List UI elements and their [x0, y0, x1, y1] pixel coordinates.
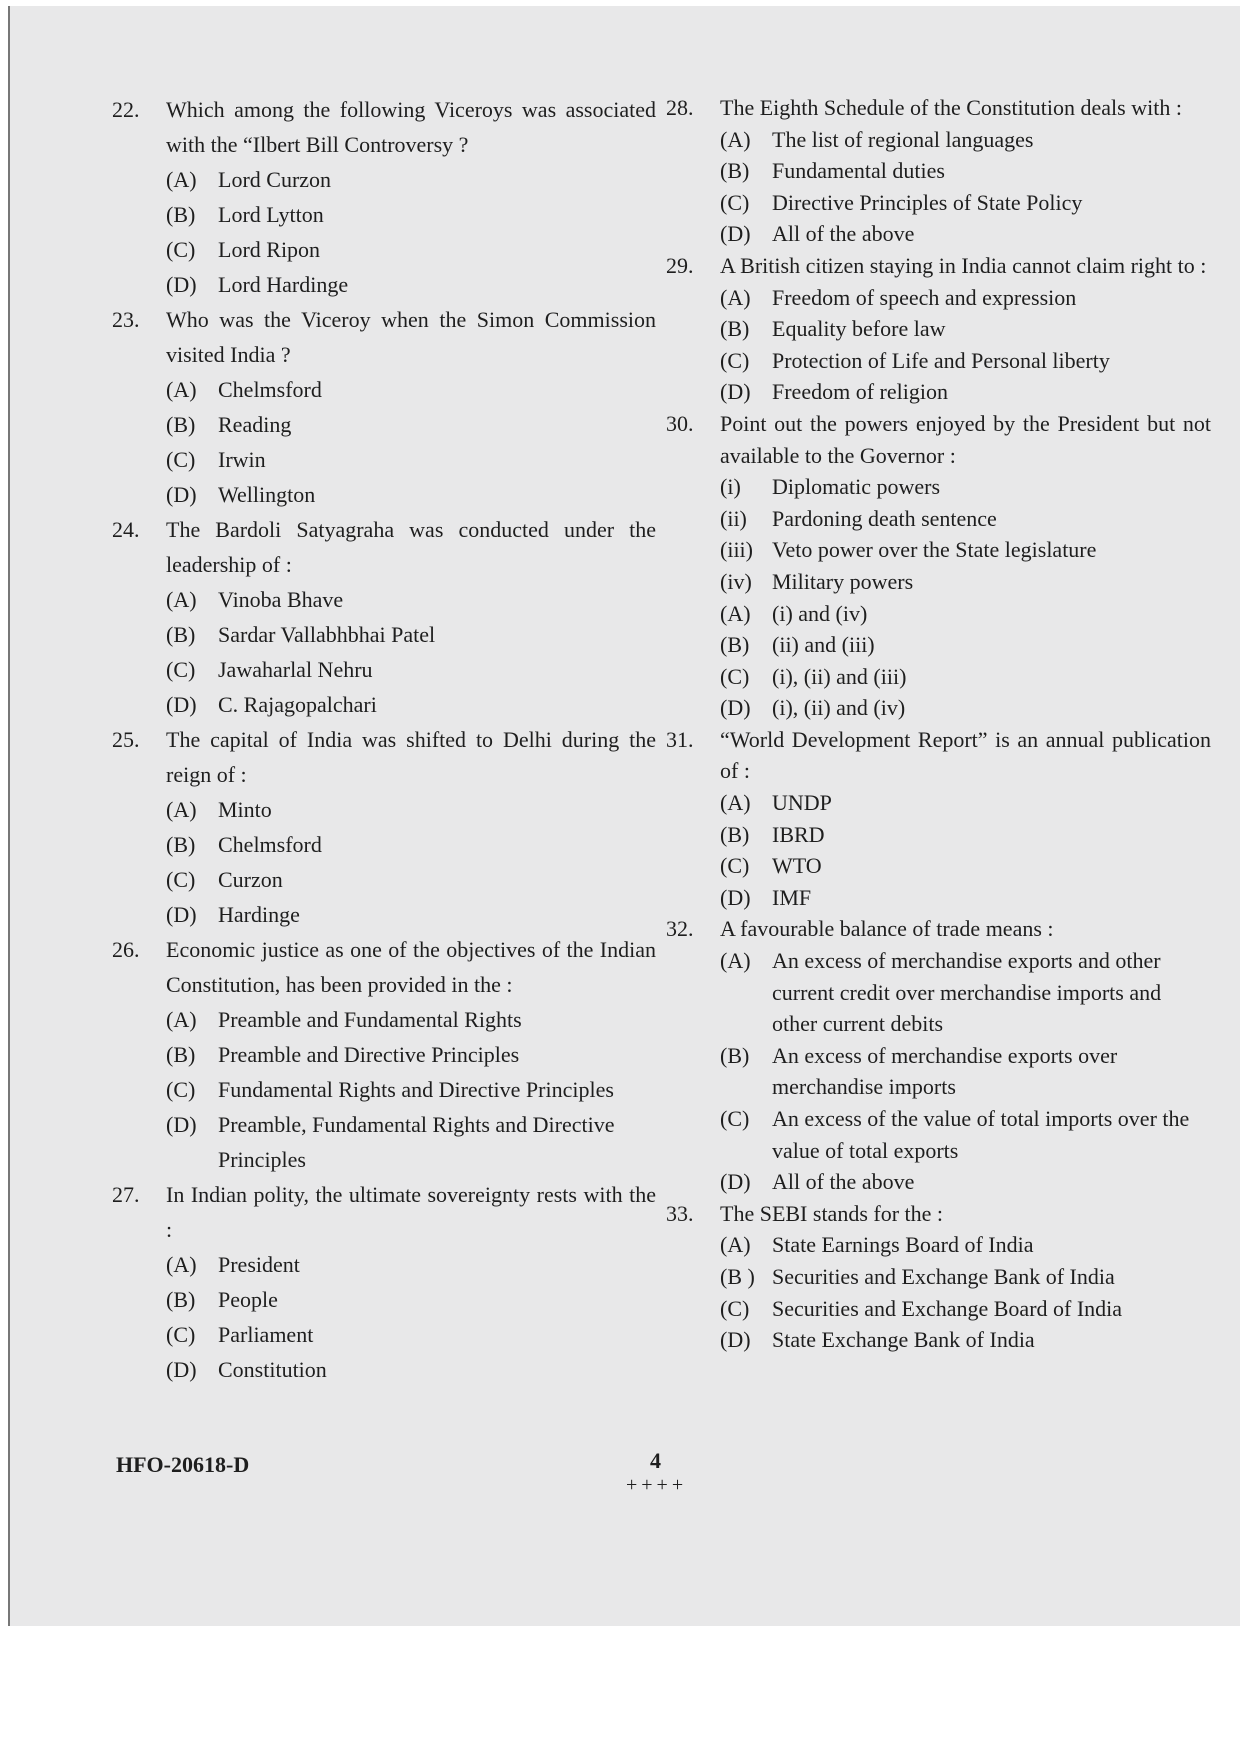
option-text: (i), (ii) and (iv)	[772, 695, 906, 721]
question-number: 22.	[112, 97, 140, 122]
option	[112, 267, 656, 302]
option-text: Lord Curzon	[218, 167, 332, 192]
option	[112, 1352, 656, 1387]
option	[666, 218, 1211, 250]
option-text: Curzon	[218, 867, 283, 892]
option-label: (D)	[166, 482, 197, 507]
option	[112, 372, 656, 407]
option-text: Parliament	[218, 1322, 314, 1347]
option-text: Reading	[218, 412, 292, 437]
question-text: In Indian polity, the ultimate sovereignty rests with the :	[166, 1182, 656, 1242]
option-label: (C)	[166, 657, 196, 682]
item-text: Pardoning death sentence	[772, 505, 997, 531]
option-label: (B)	[720, 632, 750, 658]
option-text: Preamble, Fundamental Rights and Directive Principles	[218, 1112, 615, 1172]
option	[112, 582, 656, 617]
option	[112, 1037, 656, 1072]
option	[666, 629, 1211, 661]
question-text: The SEBI stands for the :	[720, 1200, 944, 1226]
option-label: (C)	[720, 853, 750, 879]
option-label: (C)	[166, 867, 196, 892]
item-label: (iii)	[720, 537, 753, 563]
option-label: (A)	[720, 1232, 751, 1258]
question-text: “World Development Report” is an annual publication of :	[720, 726, 1211, 784]
option-text: (i) and (iv)	[772, 600, 868, 626]
option-label: (A)	[720, 790, 751, 816]
question-31	[666, 724, 1211, 914]
question-text: A favourable balance of trade means :	[720, 916, 1054, 942]
option	[666, 1261, 1211, 1293]
item-text: Veto power over the State legislature	[772, 537, 1097, 563]
option-label: (B)	[166, 1042, 196, 1067]
option-label: (D)	[720, 221, 751, 247]
question-number: 25.	[112, 727, 140, 752]
option-text: Fundamental duties	[772, 158, 945, 184]
option-label: (A)	[166, 1252, 197, 1277]
page-number: 4	[650, 1448, 661, 1473]
option	[112, 827, 656, 862]
option	[112, 617, 656, 652]
option	[666, 882, 1211, 914]
option-text: UNDP	[772, 790, 832, 816]
question-number: 26.	[112, 937, 140, 962]
statement-item	[666, 503, 1211, 535]
question-23	[112, 302, 656, 512]
option-label: (A)	[720, 284, 751, 310]
option-text: Minto	[218, 797, 272, 822]
question-number: 27.	[112, 1182, 140, 1207]
question-25	[112, 722, 656, 932]
option	[666, 1293, 1211, 1325]
option	[666, 850, 1211, 882]
option-label: (A)	[720, 600, 751, 626]
option	[112, 162, 656, 197]
option	[666, 282, 1211, 314]
option-label: (D)	[720, 1169, 751, 1195]
option-text: Freedom of speech and expression	[772, 284, 1077, 310]
question-text: Point out the powers enjoyed by the President but not available to the Governor :	[720, 410, 1211, 468]
question-33	[666, 1198, 1211, 1356]
option	[112, 442, 656, 477]
option-text: An excess of merchandise exports and other current credit over merchandise imports and other current debits	[772, 948, 1162, 1037]
option	[666, 376, 1211, 408]
option-label: (D)	[720, 379, 751, 405]
option-text: Irwin	[218, 447, 266, 472]
option-label: (A)	[720, 948, 751, 974]
option-text: Preamble and Directive Principles	[218, 1042, 520, 1067]
statement-item	[666, 471, 1211, 503]
question-text: Economic justice as one of the objectives of the Indian Constitution, has been provided in the :	[166, 937, 656, 997]
option-label: (D)	[166, 902, 197, 927]
option-text: Securities and Exchange Bank of India	[772, 1263, 1115, 1289]
option	[112, 897, 656, 932]
option-label: (D)	[166, 692, 197, 717]
option	[666, 313, 1211, 345]
option	[112, 232, 656, 267]
option-text: Vinoba Bhave	[218, 587, 344, 612]
statement-item	[666, 566, 1211, 598]
option	[112, 1107, 656, 1177]
option-label: (D)	[166, 1357, 197, 1382]
option	[666, 1324, 1211, 1356]
option-label: (B)	[720, 821, 750, 847]
option-label: (C)	[720, 1295, 750, 1321]
option	[666, 819, 1211, 851]
option-text: State Earnings Board of India	[772, 1232, 1034, 1258]
option	[112, 1072, 656, 1107]
option-text: Fundamental Rights and Directive Principles	[218, 1077, 614, 1102]
option-label: (D)	[720, 695, 751, 721]
option-text: All of the above	[772, 221, 915, 247]
option-label: (C)	[720, 347, 750, 373]
question-29	[666, 250, 1211, 408]
option-text: Sardar Vallabhbhai Patel	[218, 622, 436, 647]
left-column	[112, 92, 656, 1387]
option	[112, 1282, 656, 1317]
paper-code: HFO-20618-D	[116, 1452, 250, 1477]
option	[666, 1103, 1211, 1166]
question-32	[666, 913, 1211, 1197]
option-text: Directive Principles of State Policy	[772, 189, 1083, 215]
option-label: (D)	[720, 1327, 751, 1353]
option-text: (ii) and (iii)	[772, 632, 875, 658]
option-text: Protection of Life and Personal liberty	[772, 347, 1110, 373]
option-text: (i), (ii) and (iii)	[772, 663, 907, 689]
option	[112, 197, 656, 232]
question-26	[112, 932, 656, 1177]
question-24	[112, 512, 656, 722]
option-text: Lord Ripon	[218, 237, 321, 262]
question-text: The Bardoli Satyagraha was conducted under the leadership of :	[166, 517, 656, 577]
question-27	[112, 1177, 656, 1387]
option-label: (A)	[166, 167, 197, 192]
question-text: Who was the Viceroy when the Simon Commission visited India ?	[166, 307, 656, 367]
right-column	[666, 92, 1211, 1356]
option-text: Jawaharlal Nehru	[218, 657, 373, 682]
option-text: IMF	[772, 884, 812, 910]
option-text: Equality before law	[772, 316, 946, 342]
option-text: WTO	[772, 853, 822, 879]
question-number: 24.	[112, 517, 140, 542]
item-text: Diplomatic powers	[772, 474, 941, 500]
option	[112, 407, 656, 442]
option-label: (D)	[166, 272, 197, 297]
option	[666, 1166, 1211, 1198]
question-number: 30.	[666, 410, 694, 436]
option	[112, 477, 656, 512]
option	[112, 792, 656, 827]
option-text: An excess of merchandise exports over merchandise imports	[772, 1042, 1118, 1100]
option-label: (A)	[166, 797, 197, 822]
question-number: 29.	[666, 252, 694, 278]
option	[112, 862, 656, 897]
item-label: (i)	[720, 474, 741, 500]
option-text: Chelmsford	[218, 832, 322, 857]
option-label: (C)	[166, 1077, 196, 1102]
option-text: The list of regional languages	[772, 126, 1034, 152]
question-text: A British citizen staying in India cannot claim right to :	[720, 252, 1207, 278]
option-label: (B)	[720, 158, 750, 184]
option-label: (C)	[720, 1106, 750, 1131]
option	[112, 1002, 656, 1037]
option	[666, 598, 1211, 630]
option-label: (C)	[720, 189, 750, 215]
option-text: An excess of the value of total imports over the value of total exports	[772, 1106, 1190, 1163]
option	[666, 661, 1211, 693]
option-label: (B )	[720, 1263, 755, 1289]
option-text: Securities and Exchange Board of India	[772, 1295, 1123, 1321]
option-text: People	[218, 1287, 278, 1312]
option-text: Lord Lytton	[218, 202, 324, 227]
option	[112, 1247, 656, 1282]
option	[112, 687, 656, 722]
question-number: 32.	[666, 916, 694, 942]
option-text: Preamble and Fundamental Rights	[218, 1007, 522, 1032]
question-text: The capital of India was shifted to Delhi during the reign of :	[166, 727, 656, 787]
option	[666, 124, 1211, 156]
question-number: 23.	[112, 307, 140, 332]
option-label: (D)	[166, 1112, 197, 1137]
option-label: (B)	[720, 1042, 750, 1068]
option	[112, 1317, 656, 1352]
question-text: Which among the following Viceroys was associated with the “Ilbert Bill Controversy ?	[166, 97, 656, 157]
option	[666, 692, 1211, 724]
option-label: (D)	[720, 884, 751, 910]
option-label: (C)	[166, 1322, 196, 1347]
option-text: Wellington	[218, 482, 316, 507]
option-label: (B)	[166, 202, 196, 227]
option-label: (B)	[720, 316, 750, 342]
option-label: (C)	[166, 447, 196, 472]
question-text: The Eighth Schedule of the Constitution deals with :	[720, 95, 1182, 120]
option	[666, 345, 1211, 377]
option-text: Constitution	[218, 1357, 327, 1382]
option-text: Freedom of religion	[772, 379, 948, 405]
option-text: C. Rajagopalchari	[218, 692, 377, 717]
question-28	[666, 92, 1211, 250]
item-text: Military powers	[772, 568, 914, 594]
option	[666, 1229, 1211, 1261]
option	[666, 1040, 1211, 1103]
option-text: State Exchange Bank of India	[772, 1327, 1035, 1353]
option	[666, 155, 1211, 187]
option-text: President	[218, 1252, 300, 1277]
statement-item	[666, 534, 1211, 566]
option-text: IBRD	[772, 821, 825, 847]
page-marks: ++++	[626, 1474, 688, 1496]
option	[666, 945, 1211, 1040]
option	[666, 187, 1211, 219]
option-label: (B)	[166, 1287, 196, 1312]
option-text: Lord Hardinge	[218, 272, 349, 297]
option-label: (A)	[166, 377, 197, 402]
question-number: 33.	[666, 1200, 694, 1226]
item-label: (ii)	[720, 505, 747, 531]
option-text: All of the above	[772, 1169, 915, 1195]
option-label: (A)	[166, 587, 197, 612]
question-number: 31.	[666, 726, 694, 752]
option-label: (B)	[166, 412, 196, 437]
question-30	[666, 408, 1211, 724]
question-22	[112, 92, 656, 302]
option-label: (B)	[166, 832, 196, 857]
question-number: 28.	[666, 95, 694, 120]
option-label: (A)	[166, 1007, 197, 1032]
option-label: (C)	[166, 237, 196, 262]
option	[112, 652, 656, 687]
option-label: (B)	[166, 622, 196, 647]
option-text: Hardinge	[218, 902, 300, 927]
item-label: (iv)	[720, 568, 752, 594]
option-text: Chelmsford	[218, 377, 322, 402]
option-label: (C)	[720, 663, 750, 689]
option	[666, 787, 1211, 819]
option-label: (A)	[720, 126, 751, 152]
